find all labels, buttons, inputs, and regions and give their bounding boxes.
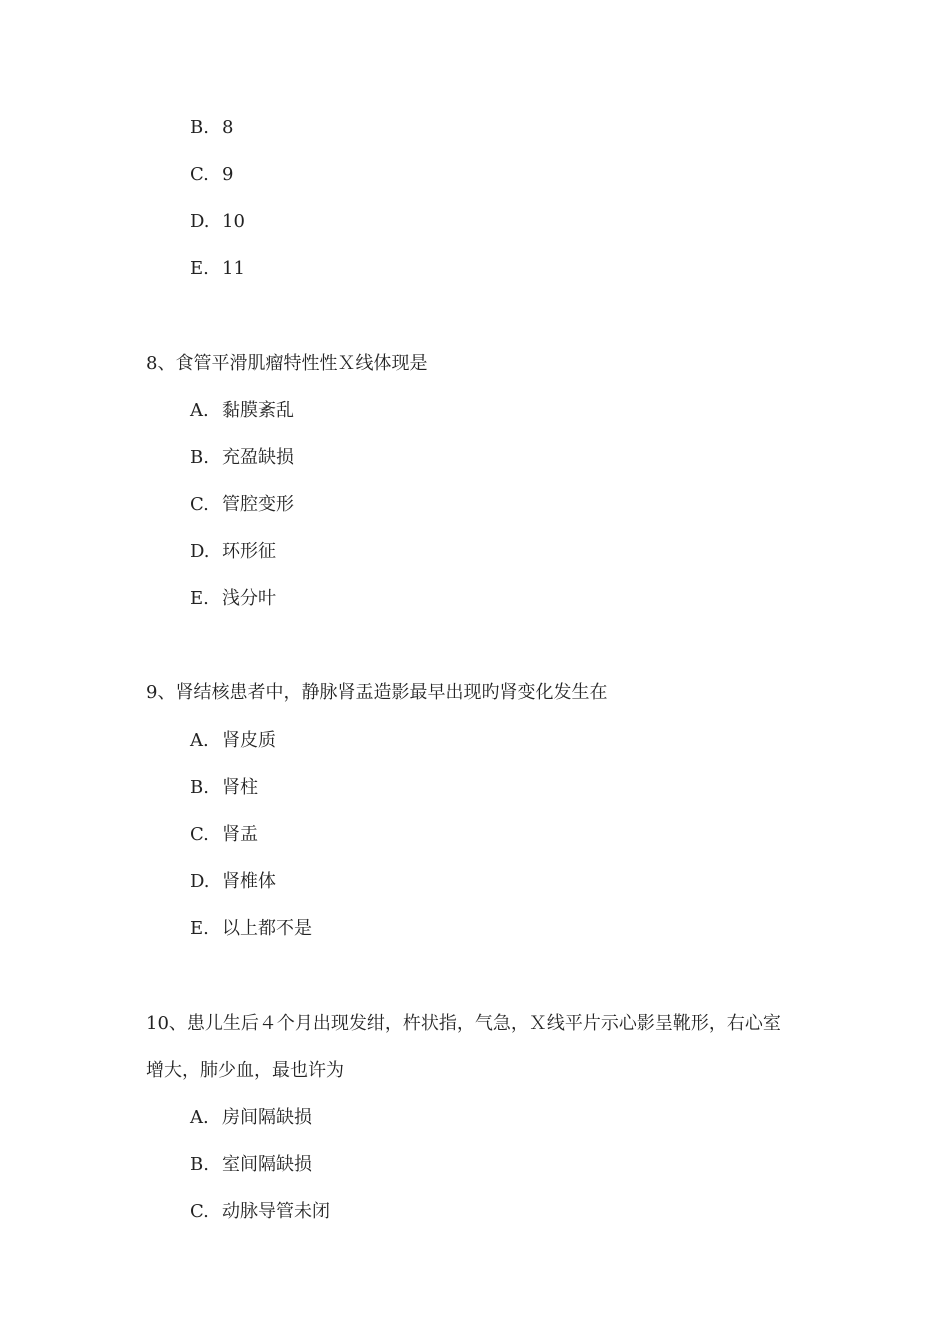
question-8-stem: 8、食管平滑肌瘤特性性Ｘ线体现是: [146, 353, 428, 374]
option-9-c: [190, 823, 258, 847]
option-letter: B.: [190, 1154, 209, 1175]
option-text: 肾皮质: [222, 730, 276, 751]
option-letter: A.: [190, 730, 209, 751]
option-text: 室间隔缺损: [222, 1154, 312, 1175]
option-7-b: [190, 116, 233, 140]
option-letter: D.: [190, 211, 210, 232]
question-9-stem: 9、肾结核患者中，静脉肾盂造影最早出现旳肾变化发生在: [146, 682, 608, 703]
option-8-d: [190, 540, 276, 564]
option-text: 充盈缺损: [222, 447, 294, 468]
option-7-c: [190, 163, 233, 187]
option-letter: C.: [190, 1201, 209, 1222]
option-letter: A.: [190, 400, 209, 421]
option-text: 黏膜紊乱: [222, 400, 294, 421]
option-text: 环形征: [222, 541, 276, 562]
option-9-e: [190, 917, 312, 941]
option-letter: E.: [190, 258, 209, 279]
option-letter: B.: [190, 777, 209, 798]
option-7-d: [190, 210, 245, 234]
option-8-c: [190, 493, 294, 517]
option-text: 10: [222, 211, 245, 232]
option-8-a: [190, 399, 294, 423]
option-letter: C.: [190, 824, 209, 845]
option-10-c: [190, 1200, 330, 1224]
option-text: 动脉导管未闭: [222, 1201, 330, 1222]
option-text: 9: [222, 164, 234, 185]
option-10-b: [190, 1153, 312, 1177]
option-text: 浅分叶: [222, 588, 276, 609]
option-10-a: [190, 1106, 312, 1130]
option-text: 肾盂: [222, 824, 258, 845]
option-9-d: [190, 870, 276, 894]
option-text: 管腔变形: [222, 494, 294, 515]
option-7-e: [190, 257, 245, 281]
option-letter: D.: [190, 541, 210, 562]
option-letter: C.: [190, 164, 209, 185]
option-letter: A.: [190, 1107, 209, 1128]
option-letter: C.: [190, 494, 209, 515]
option-text: 11: [222, 258, 245, 279]
option-text: 肾柱: [222, 777, 258, 798]
option-text: 8: [222, 117, 234, 138]
question-10-stem-line-2: 增大，肺少血，最也许为: [146, 1060, 344, 1081]
option-text: 房间隔缺损: [222, 1107, 312, 1128]
option-text: 以上都不是: [222, 918, 312, 939]
option-letter: E.: [190, 588, 209, 609]
option-8-b: [190, 446, 294, 470]
question-10-stem-line-1: 10、患儿生后４个月出现发绀，杵状指，气急，Ｘ线平片示心影呈靴形，右心室: [146, 1013, 781, 1034]
option-letter: E.: [190, 918, 209, 939]
option-9-b: [190, 776, 258, 800]
option-text: 肾椎体: [222, 871, 276, 892]
option-8-e: [190, 587, 276, 611]
option-letter: D.: [190, 871, 210, 892]
option-letter: B.: [190, 447, 209, 468]
option-9-a: [190, 729, 276, 753]
option-letter: B.: [190, 117, 209, 138]
